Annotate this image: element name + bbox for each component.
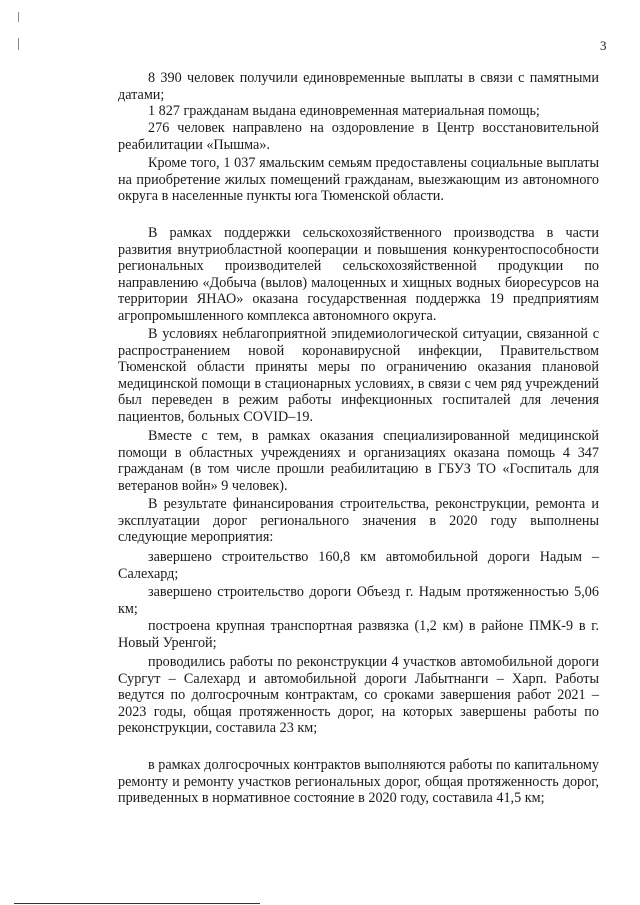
list-item: в рамках долгосрочных контрактов выполняются работы по капитальному ремонту и ремонту участков региональных дорог, общая протяженность дорог, приведенных в нормативное состояние в 2020 году, составила 41,5 км; (118, 757, 599, 807)
paragraph: В результате финансирования строительства, реконструкции, ремонта и эксплуатации дорог регионального значения в 2020 году выполнены следующие мероприятия: (118, 496, 599, 546)
margin-mark (18, 12, 19, 22)
footer-rule (14, 903, 260, 904)
paragraph: Кроме того, 1 037 ямальским семьям предоставлены социальные выплаты на приобретение жилых помещений гражданам, выезжающим из автономного округа в населенные пункты юга Тюменской области. (118, 155, 599, 205)
list-item: завершено строительство дороги Объезд г. Надым протяженностью 5,06 км; (118, 584, 599, 617)
paragraph: Вместе с тем, в рамках оказания специализированной медицинской помощи в областных учреждениях и организациях оказана помощь 4 347 гражданам (в том числе прошли реабилитацию в ГБУЗ ТО «Госпиталь для ветеранов войн» 9 человек). (118, 428, 599, 494)
paragraph: 8 390 человек получили единовременные выплаты в связи с памятными датами; (118, 70, 599, 103)
list-item: построена крупная транспортная развязка (1,2 км) в районе ПМК-9 в г. Новый Уренгой; (118, 618, 599, 651)
margin-mark (18, 38, 19, 50)
paragraph: 1 827 гражданам выдана единовременная материальная помощь; (148, 103, 540, 119)
page-number: 3 (600, 38, 607, 53)
paragraph: 276 человек направлено на оздоровление в Центр восстановительной реабилитации «Пышма». (118, 120, 599, 153)
paragraph: В рамках поддержки сельскохозяйственного производства в части развития внутриобластной кооперации и повышения конкурентоспособности региональных производителей сельскохозяйственной продукции по направлению «Добыча (вылов) малоценных и хищных водных биоресурсов на территории ЯНАО» оказана государственная поддержка 19 предприятиям агропромышленного комплекса автономного округа. (118, 225, 599, 324)
list-item: проводились работы по реконструкции 4 участков автомобильной дороги Сургут – Салехард и автомобильной дороги Лабытнанги – Харп. Работы ведутся по долгосрочным контрактам, со сроками завершения работ 2021 – 2023 годы, общая протяженность дорог, на которых завершены работы по реконструкции, составила 23 км; (118, 654, 599, 737)
list-item: завершено строительство 160,8 км автомобильной дороги Надым – Салехард; (118, 549, 599, 582)
paragraph: В условиях неблагоприятной эпидемиологической ситуации, связанной с распространением новой коронавирусной инфекции, Правительством Тюменской области приняты меры по ограничению оказания плановой медицинской помощи в стационарных условиях, в связи с чем ряд учреждений был переведен в режим работы инфекционных госпиталей для лечения пациентов, больных COVID–19. (118, 326, 599, 425)
